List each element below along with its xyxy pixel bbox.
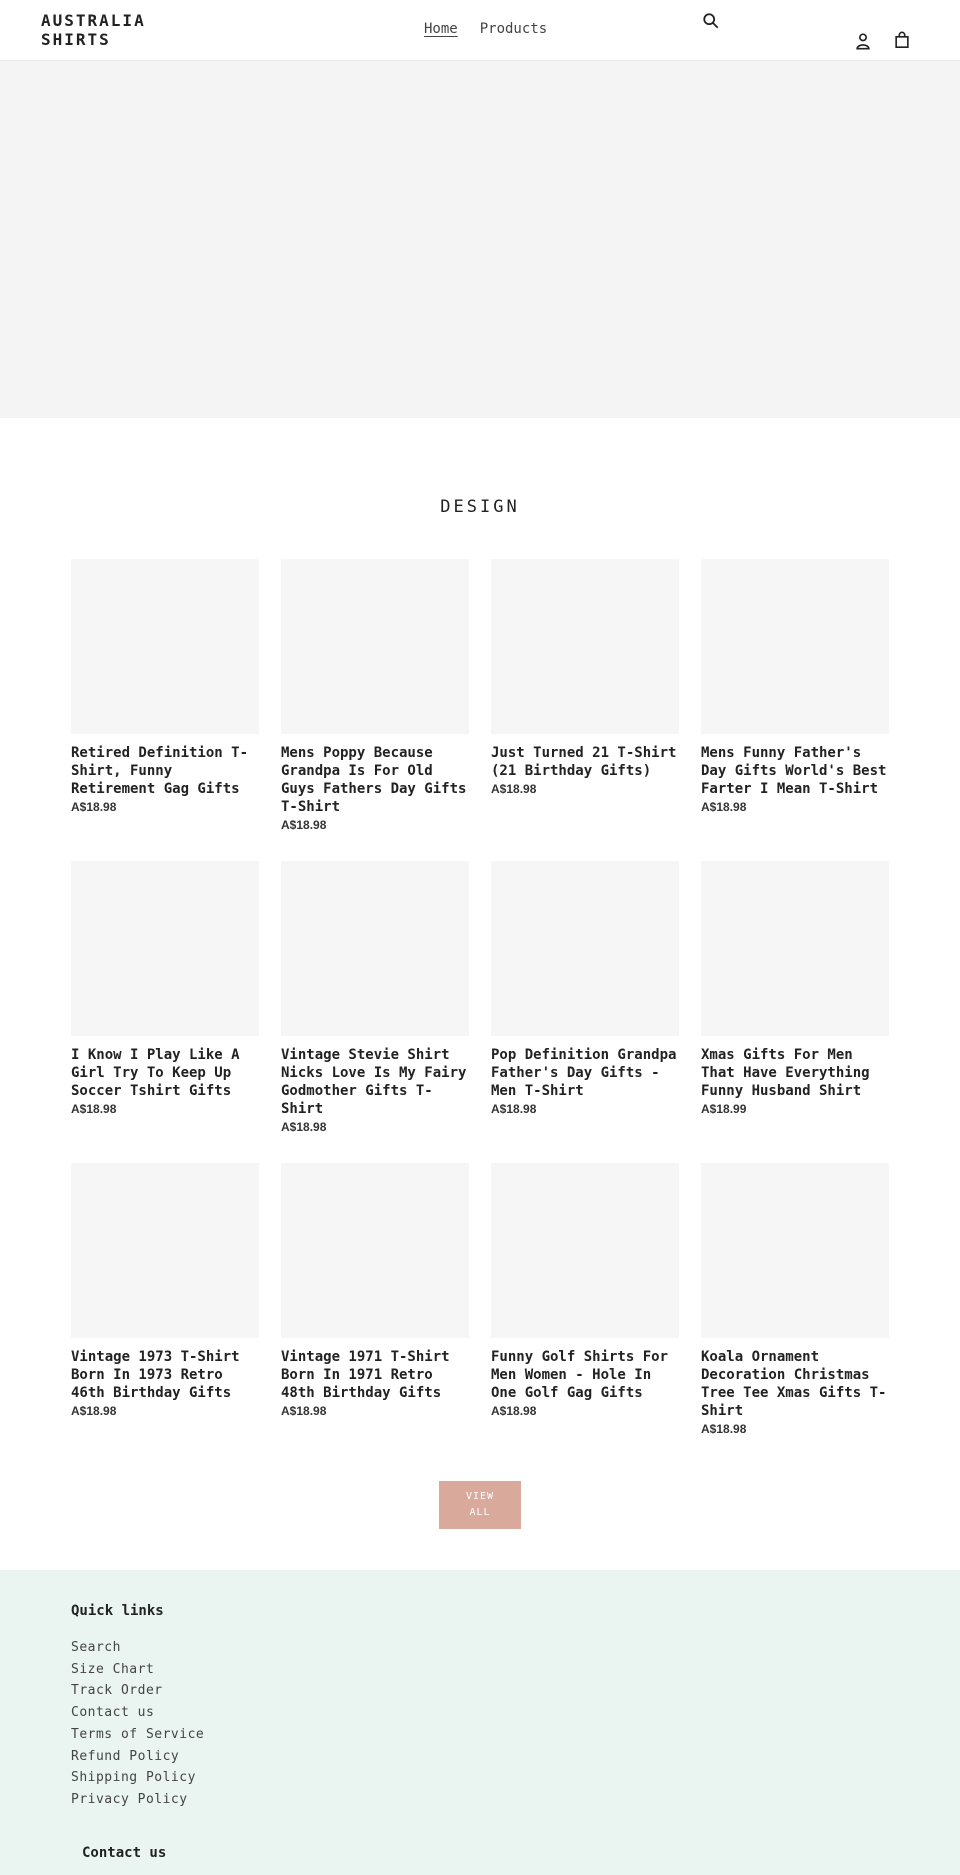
product-price: A$18.98	[71, 1102, 117, 1116]
product-image[interactable]	[71, 861, 259, 1036]
product-title[interactable]: Just Turned 21 T-Shirt (21 Birthday Gifts)	[491, 745, 677, 779]
product-card[interactable]	[71, 861, 259, 1163]
product-card[interactable]	[71, 1163, 259, 1465]
footer-link-refund[interactable]: Refund Policy	[71, 1748, 180, 1764]
product-price: A$18.98	[71, 1404, 117, 1418]
product-image[interactable]	[71, 559, 259, 734]
product-image[interactable]	[281, 559, 469, 734]
footer-link-shipping[interactable]: Shipping Policy	[71, 1770, 196, 1786]
product-price: A$18.98	[491, 782, 537, 796]
product-title[interactable]: Vintage Stevie Shirt Nicks Love Is My Fairy Godmother Gifts T-Shirt	[281, 1047, 467, 1117]
nav-products-link[interactable]: Products	[479, 21, 548, 37]
product-title[interactable]: I Know I Play Like A Girl Try To Keep Up Soccer Tshirt Gifts	[71, 1047, 240, 1099]
product-title[interactable]: Retired Definition T-Shirt, Funny Retirement Gag Gifts	[71, 745, 249, 797]
product-title[interactable]: Mens Poppy Because Grandpa Is For Old Guys Fathers Day Gifts T-Shirt	[281, 745, 467, 815]
product-card[interactable]	[281, 559, 469, 861]
product-price: A$18.98	[701, 800, 747, 814]
footer-link-contact[interactable]: Contact us	[71, 1705, 155, 1721]
product-card[interactable]	[701, 861, 889, 1163]
product-image[interactable]	[281, 861, 469, 1036]
product-image[interactable]	[701, 861, 889, 1036]
search-icon[interactable]	[700, 10, 722, 32]
footer-link-track-order[interactable]: Track Order	[71, 1683, 163, 1699]
nav-home-link[interactable]: Home	[424, 21, 458, 37]
product-price: A$18.98	[281, 1404, 327, 1418]
product-card[interactable]	[491, 559, 679, 861]
product-title[interactable]: Vintage 1973 T-Shirt Born In 1973 Retro 46th Birthday Gifts	[71, 1349, 240, 1401]
product-card[interactable]	[281, 861, 469, 1163]
product-price: A$18.99	[701, 1102, 747, 1116]
site-logo[interactable]: AUSTRALIA SHIRTS	[41, 11, 146, 49]
quick-links-list	[71, 1637, 204, 1811]
product-title[interactable]: Pop Definition Grandpa Father's Day Gifts - Men T-Shirt	[491, 1047, 677, 1099]
product-title[interactable]: Vintage 1971 T-Shirt Born In 1971 Retro 48th Birthday Gifts	[281, 1349, 450, 1401]
footer-link-size-chart[interactable]: Size Chart	[71, 1661, 155, 1677]
quick-links-heading: Quick links	[71, 1603, 164, 1619]
collection-title: DESIGN	[440, 497, 520, 517]
product-image[interactable]	[491, 1163, 679, 1338]
product-price: A$18.98	[281, 1120, 327, 1134]
footer-link-terms[interactable]: Terms of Service	[71, 1726, 205, 1742]
product-image[interactable]	[281, 1163, 469, 1338]
product-price: A$18.98	[281, 818, 327, 832]
main-nav	[424, 20, 547, 38]
product-price: A$18.98	[491, 1404, 537, 1418]
contact-heading: Contact us	[82, 1845, 167, 1861]
product-price: A$18.98	[491, 1102, 537, 1116]
product-grid	[71, 559, 889, 1465]
product-card[interactable]	[701, 1163, 889, 1465]
product-title[interactable]: Koala Ornament Decoration Christmas Tree Tee Xmas Gifts T-Shirt	[701, 1349, 887, 1419]
footer-link-search[interactable]: Search	[71, 1640, 121, 1655]
product-image[interactable]	[701, 559, 889, 734]
product-title[interactable]: Xmas Gifts For Men That Have Everything Funny Husband Shirt	[701, 1047, 870, 1099]
view-all-button[interactable]: VIEW ALL	[439, 1481, 521, 1529]
site-header	[0, 0, 960, 61]
product-image[interactable]	[491, 559, 679, 734]
product-card[interactable]	[701, 559, 889, 861]
product-image[interactable]	[491, 861, 679, 1036]
product-price: A$18.98	[71, 800, 117, 814]
hero-banner	[0, 61, 960, 418]
account-icon[interactable]	[852, 30, 874, 52]
product-card[interactable]	[491, 1163, 679, 1465]
cart-icon[interactable]	[891, 29, 913, 51]
product-card[interactable]	[71, 559, 259, 861]
footer-link-privacy[interactable]: Privacy Policy	[71, 1791, 188, 1807]
product-card[interactable]	[491, 861, 679, 1163]
product-image[interactable]	[71, 1163, 259, 1338]
product-title[interactable]: Funny Golf Shirts For Men Women - Hole In One Golf Gag Gifts	[491, 1349, 669, 1401]
product-image[interactable]	[701, 1163, 889, 1338]
product-price: A$18.98	[701, 1422, 747, 1436]
product-card[interactable]	[281, 1163, 469, 1465]
product-title[interactable]: Mens Funny Father's Day Gifts World's Best Farter I Mean T-Shirt	[701, 745, 887, 797]
site-footer	[0, 1570, 960, 1875]
